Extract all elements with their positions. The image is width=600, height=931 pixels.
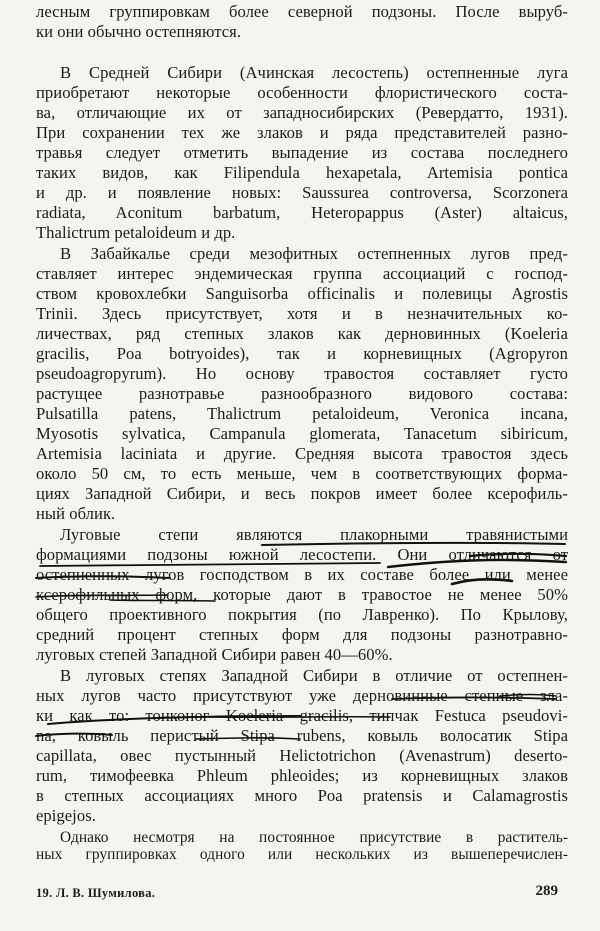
text-line: rum, тимофеевка Phleum phleoides; из корневищных злаков xyxy=(36,766,568,785)
text-line: gracilis, Poa botryoides), так и корневищных (Agropyron xyxy=(36,344,568,363)
text-line: В Забайкалье среди мезофитных остепненных лугов пред- xyxy=(60,244,568,263)
text-line: Thalictrum petaloideum и др. xyxy=(36,223,236,242)
text-line: Pulsatilla patens, Thalictrum petaloideum, Veronica incana, xyxy=(36,404,568,423)
page-number: 289 xyxy=(535,883,558,899)
text-line: общего проективного покрытия (по Лавренко). По Крылову, xyxy=(36,605,568,624)
text-line: циях Западной Сибири, и весь покров имеет более ксерофиль- xyxy=(36,484,568,503)
text-line: луговых степей Западной Сибири равен 40—60%. xyxy=(36,645,393,664)
text-line: личествах, ряд степных злаков как дерновинных (Koeleria xyxy=(36,324,568,343)
text-line: na, ковыль перистый Stipa rubens, ковыль волосатик Stipa xyxy=(36,726,568,745)
text-line: epigejos. xyxy=(36,806,96,825)
text-line: ксерофильных форм, которые дают в травостое не менее 50% xyxy=(36,585,568,604)
text-line: растущее разнотравье разнообразного видового состава: xyxy=(36,384,568,403)
text-line: Myosotis sylvatica, Campanula glomerata, Tanacetum sibiricum, xyxy=(36,424,568,443)
text-line: остепненных лугов господством в их составе более или менее xyxy=(36,565,568,584)
text-line: Однако несмотря на постоянное присутствие в раститель- xyxy=(60,829,568,846)
text-line: ставляет интерес эндемическая группа ассоциаций с господ- xyxy=(36,264,568,283)
text-line: формациями подзоны южной лесостепи. Они отличаются от xyxy=(36,545,568,564)
text-line: capillata, овес пустынный Helictotrichon (Avenastrum) desertо- xyxy=(36,746,568,765)
text-line: ки они обычно остепняются. xyxy=(36,22,242,41)
text-line: ных группировках одного или нескольких из вышеперечислен- xyxy=(36,846,568,863)
text-line: В луговых степях Западной Сибири в отличие от остепнен- xyxy=(60,666,568,685)
text-line: и др. и появление новых: Saussurea controversa, Scorzonera xyxy=(36,183,568,202)
text-line: При сохранении тех же злаков и ряда представителей разно- xyxy=(36,123,568,142)
text-line: ством кровохлебки Sanguisorba officinalis и полевицы Agrostis xyxy=(36,284,568,303)
text-line: ки как то: тонконог Koeleria gracilis, типчак Festuca pseudovi- xyxy=(36,706,568,725)
text-line: лесным группировкам более северной подзоны. После выруб- xyxy=(36,2,568,21)
signature-mark: 19. Л. В. Шумилова. xyxy=(36,886,156,900)
text-line: таких видов, как Filipendula hexapetala, Artemisia pontica xyxy=(36,163,568,182)
text-line: Луговые степи являются плакорными травянистыми xyxy=(60,525,568,544)
text-line: приобретают некоторые особенности флористического соста- xyxy=(36,83,568,102)
text-line: В Средней Сибири (Ачинская лесостепь) остепненные луга xyxy=(60,63,568,82)
text-line: травья следует отметить выпадение из состава последнего xyxy=(36,143,568,162)
text-line: ных лугов часто присутствуют уже дерновинные степные зла- xyxy=(36,686,568,705)
text-line: в степных ассоциациях много Poa pratensis и Calamagrostis xyxy=(36,786,568,805)
text-line: Trinii. Здесь присутствует, хотя и в незначительных ко- xyxy=(36,304,568,323)
text-line: Artemisia laciniata и другие. Средняя высота травостоя здесь xyxy=(36,444,568,463)
text-line: ва, отличающие их от западносибирских (Ревердатто, 1931). xyxy=(36,103,568,122)
page-footer-wrap xyxy=(36,0,568,931)
text-line: около 50 см, то есть меньше, чем в соответствующих форма- xyxy=(36,464,568,483)
text-line: pseudoagropyrum). Но основу травостоя составляет густо xyxy=(36,364,568,383)
text-line: средний процент степных форм для подзоны разнотравно- xyxy=(36,625,568,644)
text-line: radiata, Aconitum barbatum, Heteropappus (Aster) altaicus, xyxy=(36,203,568,222)
text-line: ный облик. xyxy=(36,504,116,523)
